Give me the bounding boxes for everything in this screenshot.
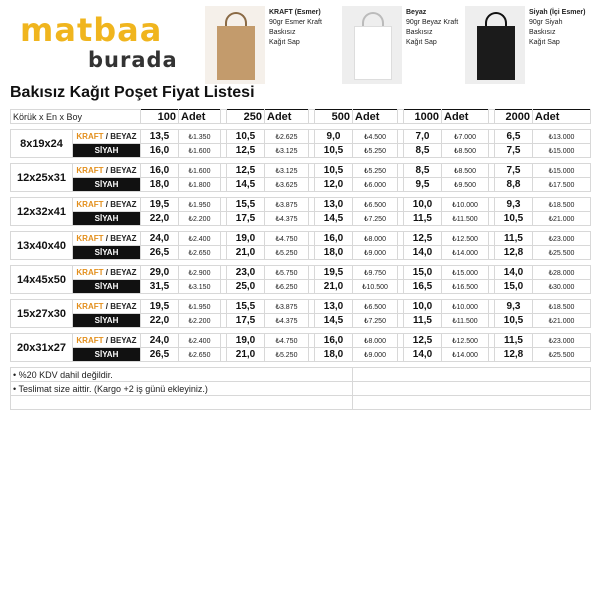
unit-price: 10,5 bbox=[495, 314, 533, 328]
variant-siyah: SİYAH bbox=[73, 314, 141, 328]
size-label: 8x19x24 bbox=[11, 130, 73, 158]
unit-price: 9,5 bbox=[404, 178, 442, 192]
unit-price: 8,5 bbox=[404, 164, 442, 178]
beyaz-label: BEYAZ bbox=[110, 132, 137, 141]
unit-price: 21,0 bbox=[315, 280, 353, 294]
qty-250: 250 bbox=[227, 110, 265, 124]
unit-price: 10,5 bbox=[315, 144, 353, 158]
total-price: ₺1.950 bbox=[179, 198, 221, 212]
total-price: ₺1.600 bbox=[179, 144, 221, 158]
beyaz-label: BEYAZ bbox=[110, 200, 137, 209]
unit-price: 12,5 bbox=[227, 164, 265, 178]
total-price: ₺25.500 bbox=[533, 246, 591, 260]
unit-price: 15,5 bbox=[227, 198, 265, 212]
total-price: ₺18.500 bbox=[533, 198, 591, 212]
kraft-label: KRAFT bbox=[76, 200, 104, 209]
unit-price: 19,0 bbox=[227, 334, 265, 348]
total-price: ₺3.125 bbox=[265, 144, 309, 158]
adet-label: Adet bbox=[533, 110, 591, 124]
separator: / bbox=[103, 166, 111, 175]
header-row bbox=[11, 110, 591, 124]
total-price: ₺6.500 bbox=[353, 198, 398, 212]
total-price: ₺18.500 bbox=[533, 300, 591, 314]
unit-price: 11,5 bbox=[495, 232, 533, 246]
unit-price: 7,0 bbox=[404, 130, 442, 144]
unit-price: 26,5 bbox=[141, 348, 179, 362]
total-price: ₺23.000 bbox=[533, 334, 591, 348]
total-price: ₺21.000 bbox=[533, 212, 591, 226]
product-line: Baskısız bbox=[269, 29, 296, 36]
note-text: • %20 KDV dahil değildir. bbox=[11, 368, 353, 382]
unit-price: 16,5 bbox=[404, 280, 442, 294]
total-price: ₺2.200 bbox=[179, 314, 221, 328]
unit-price: 10,5 bbox=[315, 164, 353, 178]
unit-price: 23,0 bbox=[227, 266, 265, 280]
unit-price: 16,0 bbox=[141, 164, 179, 178]
kraft-label: KRAFT bbox=[76, 132, 104, 141]
total-price: ₺2.400 bbox=[179, 334, 221, 348]
unit-price: 19,5 bbox=[141, 300, 179, 314]
unit-price: 12,8 bbox=[495, 348, 533, 362]
unit-price: 26,5 bbox=[141, 246, 179, 260]
variant-siyah: SİYAH bbox=[73, 280, 141, 294]
unit-price: 11,5 bbox=[404, 314, 442, 328]
unit-price: 9,3 bbox=[495, 300, 533, 314]
total-price: ₺1.800 bbox=[179, 178, 221, 192]
table-row bbox=[11, 232, 591, 246]
variant-kraft-beyaz bbox=[73, 232, 141, 246]
total-price: ₺10.500 bbox=[353, 280, 398, 294]
unit-price: 9,0 bbox=[315, 130, 353, 144]
total-price: ₺1.600 bbox=[179, 164, 221, 178]
note-row bbox=[11, 368, 591, 382]
unit-price: 24,0 bbox=[141, 334, 179, 348]
table-row bbox=[11, 178, 591, 192]
unit-price: 12,0 bbox=[315, 178, 353, 192]
total-price: ₺8.000 bbox=[353, 232, 398, 246]
variant-siyah: SİYAH bbox=[73, 246, 141, 260]
total-price: ₺12.500 bbox=[442, 232, 489, 246]
kraft-label: KRAFT bbox=[76, 336, 104, 345]
unit-price: 15,0 bbox=[495, 280, 533, 294]
total-price: ₺13.000 bbox=[533, 130, 591, 144]
unit-price: 13,0 bbox=[315, 300, 353, 314]
beyaz-label: BEYAZ bbox=[110, 268, 137, 277]
total-price: ₺2.650 bbox=[179, 348, 221, 362]
total-price: ₺11.500 bbox=[442, 314, 489, 328]
total-price: ₺30.000 bbox=[533, 280, 591, 294]
note-text: • Teslimat size aittir. (Kargo +2 iş günü ekleyiniz.) bbox=[11, 382, 353, 396]
unit-price: 10,5 bbox=[227, 130, 265, 144]
total-price: ₺11.500 bbox=[442, 212, 489, 226]
table-row bbox=[11, 198, 591, 212]
unit-price: 17,5 bbox=[227, 212, 265, 226]
kraft-label: KRAFT bbox=[76, 268, 104, 277]
brand-logo bbox=[20, 10, 190, 70]
total-price: ₺15.000 bbox=[442, 266, 489, 280]
total-price: ₺8.000 bbox=[353, 334, 398, 348]
unit-price: 29,0 bbox=[141, 266, 179, 280]
total-price: ₺25.500 bbox=[533, 348, 591, 362]
product-line: Baskısız bbox=[529, 29, 556, 36]
total-price: ₺2.200 bbox=[179, 212, 221, 226]
variant-siyah: SİYAH bbox=[73, 178, 141, 192]
total-price: ₺4.375 bbox=[265, 212, 309, 226]
unit-price: 19,0 bbox=[227, 232, 265, 246]
size-label: 15x27x30 bbox=[11, 300, 73, 328]
unit-price: 16,0 bbox=[141, 144, 179, 158]
separator: / bbox=[103, 302, 111, 311]
total-price: ₺3.875 bbox=[265, 300, 309, 314]
variant-kraft-beyaz bbox=[73, 130, 141, 144]
total-price: ₺8.500 bbox=[442, 144, 489, 158]
unit-price: 10,5 bbox=[495, 212, 533, 226]
total-price: ₺5.250 bbox=[353, 144, 398, 158]
kraft-label: KRAFT bbox=[76, 302, 104, 311]
table-row bbox=[11, 266, 591, 280]
qty-1000: 1000 bbox=[404, 110, 442, 124]
total-price: ₺15.000 bbox=[533, 144, 591, 158]
beyaz-label: BEYAZ bbox=[110, 166, 137, 175]
size-label: 13x40x40 bbox=[11, 232, 73, 260]
separator: / bbox=[103, 234, 111, 243]
unit-price: 13,0 bbox=[315, 198, 353, 212]
variant-kraft-beyaz bbox=[73, 164, 141, 178]
adet-label: Adet bbox=[353, 110, 398, 124]
total-price: ₺14.000 bbox=[442, 246, 489, 260]
variant-kraft-beyaz bbox=[73, 334, 141, 348]
unit-price: 11,5 bbox=[495, 334, 533, 348]
total-price: ₺1.350 bbox=[179, 130, 221, 144]
unit-price: 14,0 bbox=[495, 266, 533, 280]
total-price: ₺4.375 bbox=[265, 314, 309, 328]
total-price: ₺12.500 bbox=[442, 334, 489, 348]
total-price: ₺6.250 bbox=[265, 280, 309, 294]
total-price: ₺9.000 bbox=[353, 348, 398, 362]
table-row bbox=[11, 212, 591, 226]
table-row bbox=[11, 300, 591, 314]
product-line: 90gr Siyah bbox=[529, 19, 563, 26]
unit-price: 12,5 bbox=[404, 232, 442, 246]
size-label: 14x45x50 bbox=[11, 266, 73, 294]
total-price: ₺2.625 bbox=[265, 130, 309, 144]
logo-main-text: matbaa bbox=[20, 11, 163, 49]
total-price: ₺28.000 bbox=[533, 266, 591, 280]
product-beyaz bbox=[342, 6, 477, 86]
table-row bbox=[11, 334, 591, 348]
total-price: ₺21.000 bbox=[533, 314, 591, 328]
total-price: ₺15.000 bbox=[533, 164, 591, 178]
product-siyah bbox=[465, 6, 600, 86]
empty-row bbox=[11, 396, 591, 410]
unit-price: 31,5 bbox=[141, 280, 179, 294]
total-price: ₺14.000 bbox=[442, 348, 489, 362]
note-row bbox=[11, 382, 591, 396]
total-price: ₺2.400 bbox=[179, 232, 221, 246]
product-title: Siyah (İçi Esmer) bbox=[529, 9, 586, 16]
variant-siyah: SİYAH bbox=[73, 144, 141, 158]
unit-price: 6,5 bbox=[495, 130, 533, 144]
unit-price: 14,5 bbox=[315, 212, 353, 226]
unit-price: 12,5 bbox=[404, 334, 442, 348]
product-kraft bbox=[205, 6, 340, 86]
unit-price: 8,8 bbox=[495, 178, 533, 192]
unit-price: 11,5 bbox=[404, 212, 442, 226]
separator: / bbox=[103, 132, 111, 141]
size-label: 20x31x27 bbox=[11, 334, 73, 362]
unit-price: 18,0 bbox=[315, 246, 353, 260]
total-price: ₺17.500 bbox=[533, 178, 591, 192]
total-price: ₺5.250 bbox=[265, 246, 309, 260]
product-title: KRAFT (Esmer) bbox=[269, 9, 321, 16]
unit-price: 21,0 bbox=[227, 246, 265, 260]
adet-label: Adet bbox=[265, 110, 309, 124]
variant-siyah: SİYAH bbox=[73, 348, 141, 362]
unit-price: 14,5 bbox=[315, 314, 353, 328]
total-price: ₺4.750 bbox=[265, 334, 309, 348]
total-price: ₺16.500 bbox=[442, 280, 489, 294]
variant-kraft-beyaz bbox=[73, 266, 141, 280]
variant-kraft-beyaz bbox=[73, 198, 141, 212]
unit-price: 10,0 bbox=[404, 300, 442, 314]
table-row bbox=[11, 314, 591, 328]
total-price: ₺2.900 bbox=[179, 266, 221, 280]
page-title: Bakısız Kağıt Poşet Fiyat Listesi bbox=[10, 84, 255, 101]
unit-price: 7,5 bbox=[495, 144, 533, 158]
unit-price: 25,0 bbox=[227, 280, 265, 294]
product-line: Kağıt Sap bbox=[269, 39, 300, 46]
total-price: ₺9.750 bbox=[353, 266, 398, 280]
separator: / bbox=[103, 336, 111, 345]
total-price: ₺3.125 bbox=[265, 164, 309, 178]
total-price: ₺6.500 bbox=[353, 300, 398, 314]
kraft-bag-image bbox=[205, 6, 265, 84]
product-line: Baskısız bbox=[406, 29, 433, 36]
product-title: Beyaz bbox=[406, 9, 427, 16]
total-price: ₺7.250 bbox=[353, 314, 398, 328]
total-price: ₺23.000 bbox=[533, 232, 591, 246]
adet-label: Adet bbox=[179, 110, 221, 124]
unit-price: 24,0 bbox=[141, 232, 179, 246]
separator: / bbox=[103, 200, 111, 209]
unit-price: 12,5 bbox=[227, 144, 265, 158]
unit-price: 10,0 bbox=[404, 198, 442, 212]
unit-price: 22,0 bbox=[141, 314, 179, 328]
unit-price: 19,5 bbox=[315, 266, 353, 280]
qty-500: 500 bbox=[315, 110, 353, 124]
size-label: 12x25x31 bbox=[11, 164, 73, 192]
table-row bbox=[11, 144, 591, 158]
beyaz-label: BEYAZ bbox=[110, 234, 137, 243]
product-line: Kağıt Sap bbox=[406, 39, 437, 46]
adet-label: Adet bbox=[442, 110, 489, 124]
unit-price: 14,5 bbox=[227, 178, 265, 192]
total-price: ₺4.500 bbox=[353, 130, 398, 144]
unit-price: 16,0 bbox=[315, 334, 353, 348]
unit-price: 7,5 bbox=[495, 164, 533, 178]
logo-sub-text: burada bbox=[88, 48, 178, 72]
unit-price: 9,3 bbox=[495, 198, 533, 212]
unit-price: 16,0 bbox=[315, 232, 353, 246]
beyaz-label: BEYAZ bbox=[110, 336, 137, 345]
unit-price: 18,0 bbox=[141, 178, 179, 192]
unit-price: 19,5 bbox=[141, 198, 179, 212]
variant-siyah: SİYAH bbox=[73, 212, 141, 226]
product-line: Kağıt Sap bbox=[529, 39, 560, 46]
total-price: ₺5.250 bbox=[265, 348, 309, 362]
unit-price: 17,5 bbox=[227, 314, 265, 328]
variant-kraft-beyaz bbox=[73, 300, 141, 314]
unit-price: 15,0 bbox=[404, 266, 442, 280]
table-row bbox=[11, 280, 591, 294]
total-price: ₺6.000 bbox=[353, 178, 398, 192]
white-bag-image bbox=[342, 6, 402, 84]
product-line: 90gr Esmer Kraft bbox=[269, 19, 322, 26]
table-row bbox=[11, 348, 591, 362]
qty-2000: 2000 bbox=[495, 110, 533, 124]
table-row bbox=[11, 246, 591, 260]
total-price: ₺5.750 bbox=[265, 266, 309, 280]
kraft-label: KRAFT bbox=[76, 166, 104, 175]
dimension-header: Körük x En x Boy bbox=[11, 110, 141, 124]
total-price: ₺3.625 bbox=[265, 178, 309, 192]
total-price: ₺3.150 bbox=[179, 280, 221, 294]
beyaz-label: BEYAZ bbox=[110, 302, 137, 311]
unit-price: 8,5 bbox=[404, 144, 442, 158]
total-price: ₺10.000 bbox=[442, 198, 489, 212]
separator: / bbox=[103, 268, 111, 277]
total-price: ₺5.250 bbox=[353, 164, 398, 178]
total-price: ₺3.875 bbox=[265, 198, 309, 212]
size-label: 12x32x41 bbox=[11, 198, 73, 226]
qty-100: 100 bbox=[141, 110, 179, 124]
unit-price: 13,5 bbox=[141, 130, 179, 144]
black-bag-image bbox=[465, 6, 525, 84]
total-price: ₺7.250 bbox=[353, 212, 398, 226]
product-line: 90gr Beyaz Kraft bbox=[406, 19, 459, 26]
total-price: ₺9.500 bbox=[442, 178, 489, 192]
total-price: ₺7.000 bbox=[442, 130, 489, 144]
unit-price: 22,0 bbox=[141, 212, 179, 226]
unit-price: 12,8 bbox=[495, 246, 533, 260]
total-price: ₺1.950 bbox=[179, 300, 221, 314]
unit-price: 15,5 bbox=[227, 300, 265, 314]
table-row bbox=[11, 164, 591, 178]
unit-price: 14,0 bbox=[404, 246, 442, 260]
unit-price: 21,0 bbox=[227, 348, 265, 362]
kraft-label: KRAFT bbox=[76, 234, 104, 243]
price-table bbox=[10, 109, 591, 410]
table-row bbox=[11, 130, 591, 144]
total-price: ₺10.000 bbox=[442, 300, 489, 314]
total-price: ₺8.500 bbox=[442, 164, 489, 178]
total-price: ₺4.750 bbox=[265, 232, 309, 246]
unit-price: 18,0 bbox=[315, 348, 353, 362]
unit-price: 14,0 bbox=[404, 348, 442, 362]
total-price: ₺2.650 bbox=[179, 246, 221, 260]
total-price: ₺9.000 bbox=[353, 246, 398, 260]
